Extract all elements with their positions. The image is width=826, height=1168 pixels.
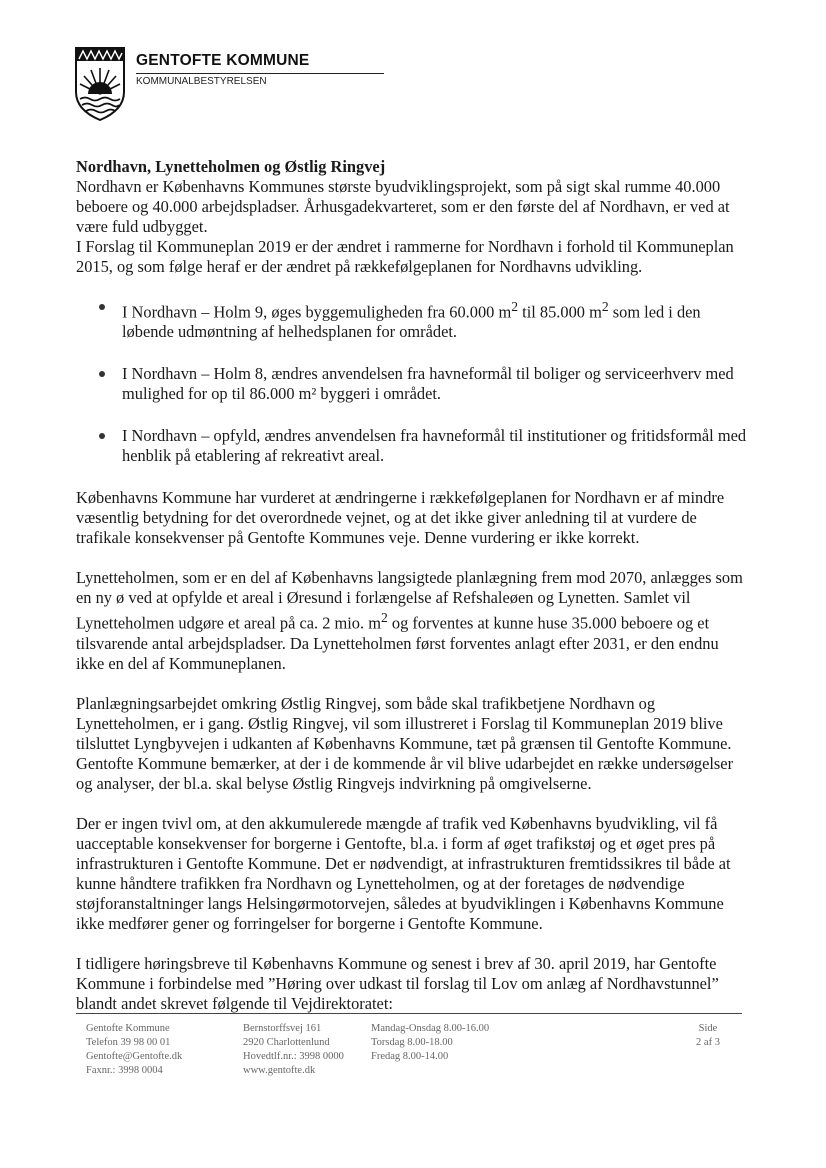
- letterhead: [74, 46, 434, 126]
- page-label: Side: [698, 1023, 718, 1034]
- page-number: 2 af 3: [696, 1037, 720, 1048]
- bullet-text: I Nordhavn – Holm 8, ændres anvendelsen fra havneformål til boliger og serviceerhverv med mulighed for op til 86.000 m² byggeri i området.: [122, 364, 734, 404]
- superscript: 2: [601, 299, 609, 314]
- footer-address: [243, 1022, 344, 1078]
- footer-line: Torsdag 8.00-18.00: [371, 1037, 453, 1048]
- footer-line: Gentofte@Gentofte.dk: [86, 1051, 183, 1062]
- list-item: [122, 426, 748, 466]
- change-list: [76, 297, 748, 466]
- footer-line: Telefon 39 98 00 01: [86, 1037, 171, 1048]
- footer-contact: [86, 1022, 182, 1078]
- footer-line: 2920 Charlottenlund: [243, 1037, 330, 1048]
- gentofte-coat-of-arms-icon: [74, 46, 126, 122]
- bullet-text-part: I Nordhavn – Holm 9, øges byggemuligheden fra 60.000 m: [122, 302, 512, 322]
- paragraph-text-part: og forventes at kunne huse 35.000 beboere og et tilsvarende antal arbejdspladser. Da Lynetteholmen først forventes anlagt efter 2031, er den endnu ikke en del af Kommuneplanen.: [76, 613, 719, 673]
- organization-name: GENTOFTE KOMMUNE: [136, 52, 310, 69]
- footer-divider: [76, 1013, 742, 1014]
- intro-paragraph-2: I Forslag til Kommuneplan 2019 er der ændret i rammerne for Nordhavn i forhold til Kommuneplan 2015, og som følge heraf er der ændret på rækkefølgeplanen for Nordhavns udvikling.: [76, 237, 734, 276]
- footer-line: Bernstorffsvej 161: [243, 1023, 322, 1034]
- footer-line: www.gentofte.dk: [243, 1065, 316, 1076]
- footer-line: Mandag-Onsdag 8.00-16.00: [371, 1023, 490, 1034]
- paragraph-ringvej: Planlægningsarbejdet omkring Østlig Ringvej, som både skal trafikbetjene Nordhavn og Lynetteholmen, er i gang. Østlig Ringvej, vil som illustreret i Forslag til Kommuneplan 2019 blive tilsluttet Lyngbyvejen i udkanten af Københavns Kommune, tæt på grænsen til Gentofte Kommune. Gentofte Kommune bemærker, at der i de kommende år vil blive udarbejdet en række undersøgelser og analyser, der bl.a. skal belyse Østlig Ringvejs indvirkning på omgivelserne.: [76, 693, 734, 793]
- paragraph-traffic: Der er ingen tvivl om, at den akkumulerede mængde af trafik ved Københavns byudvikling, vil få uacceptable konsekvenser for borgerne i Gentofte, bl.a. i form af øget trafikstøj og et øget pres på infrastrukturen i Gentofte Kommune. Det er nødvendigt, at infrastrukturen fremtidssikres til både at kunne håndtere trafikken fra Nordhavn og Lynetteholmen, og at der foretages de nødvendige støjforanstaltninger langs Helsingørmotorvejen, således at byudviklingen i Københavns Kommune ikke medfører gener og forringelser for borgerne i Gentofte Kommune.: [76, 813, 731, 933]
- bullet-text-part: som led i den løbende udmøntning af helhedsplanen for området.: [122, 302, 701, 342]
- footer-line: Hovedtlf.nr.: 3998 0000: [243, 1051, 344, 1062]
- letter-body: [76, 157, 748, 1014]
- footer-line: Faxnr.: 3998 0004: [86, 1065, 163, 1076]
- bullet-icon: [99, 304, 105, 310]
- header-divider: [136, 73, 384, 74]
- paragraph-assessment: Københavns Kommune har vurderet at ændringerne i rækkefølgeplanen for Nordhavn er af mindre væsentlig betydning for det overordnede vejnet, og at det ikke giver anledning til at vurdere de trafikale konsekvenser på Gentofte Kommunes veje. Denne vurdering er ikke korrekt.: [76, 488, 725, 548]
- paragraph-text-part: Lynetteholmen, som er en del af Københavns langsigtede planlægning frem mod 2070, anlægges som en ny ø ved at opfylde et areal i Øresund i forlængelse af Refshaleøen og Lynetten. Samlet vil Lynetteholmen udgøre et areal på ca. 2 mio. m: [76, 568, 743, 633]
- bullet-text-part: til 85.000 m: [518, 302, 602, 322]
- superscript: 2: [380, 610, 388, 626]
- paragraph-previous-letters: I tidligere høringsbreve til Københavns Kommune og senest i brev af 30. april 2019, har Gentofte Kommune i forbindelse med ”Høring over udkast til forslag til Lov om anlæg af Nordhavstunnel” blandt andet skrevet følgende til Vejdirektoratet:: [76, 953, 719, 1013]
- department-name: KOMMUNALBESTYRELSEN: [136, 76, 267, 87]
- section-heading: Nordhavn, Lynetteholmen og Østlig Ringvej: [76, 157, 386, 176]
- list-item: [122, 297, 748, 342]
- footer-line: Gentofte Kommune: [86, 1023, 170, 1034]
- bullet-text: I Nordhavn – opfyld, ændres anvendelsen fra havneformål til institutioner og fritidsformål med henblik på etablering af rekreativt areal.: [122, 426, 747, 466]
- superscript: 2: [511, 299, 519, 314]
- list-item: [122, 364, 748, 404]
- footer-opening-hours: [371, 1022, 489, 1064]
- footer-page-number: [690, 1022, 726, 1050]
- bullet-icon: [99, 433, 105, 439]
- paragraph-lynetteholmen: [76, 568, 748, 673]
- intro-paragraph-1: Nordhavn er Københavns Kommunes største byudviklingsprojekt, som på sigt skal rumme 40.000 beboere og 40.000 arbejdspladser. Århusgadekvarteret, som er den første del af Nordhavn, er ved at være fuld udbygget.: [76, 177, 730, 236]
- footer-line: Fredag 8.00-14.00: [371, 1051, 449, 1062]
- bullet-icon: [99, 371, 105, 377]
